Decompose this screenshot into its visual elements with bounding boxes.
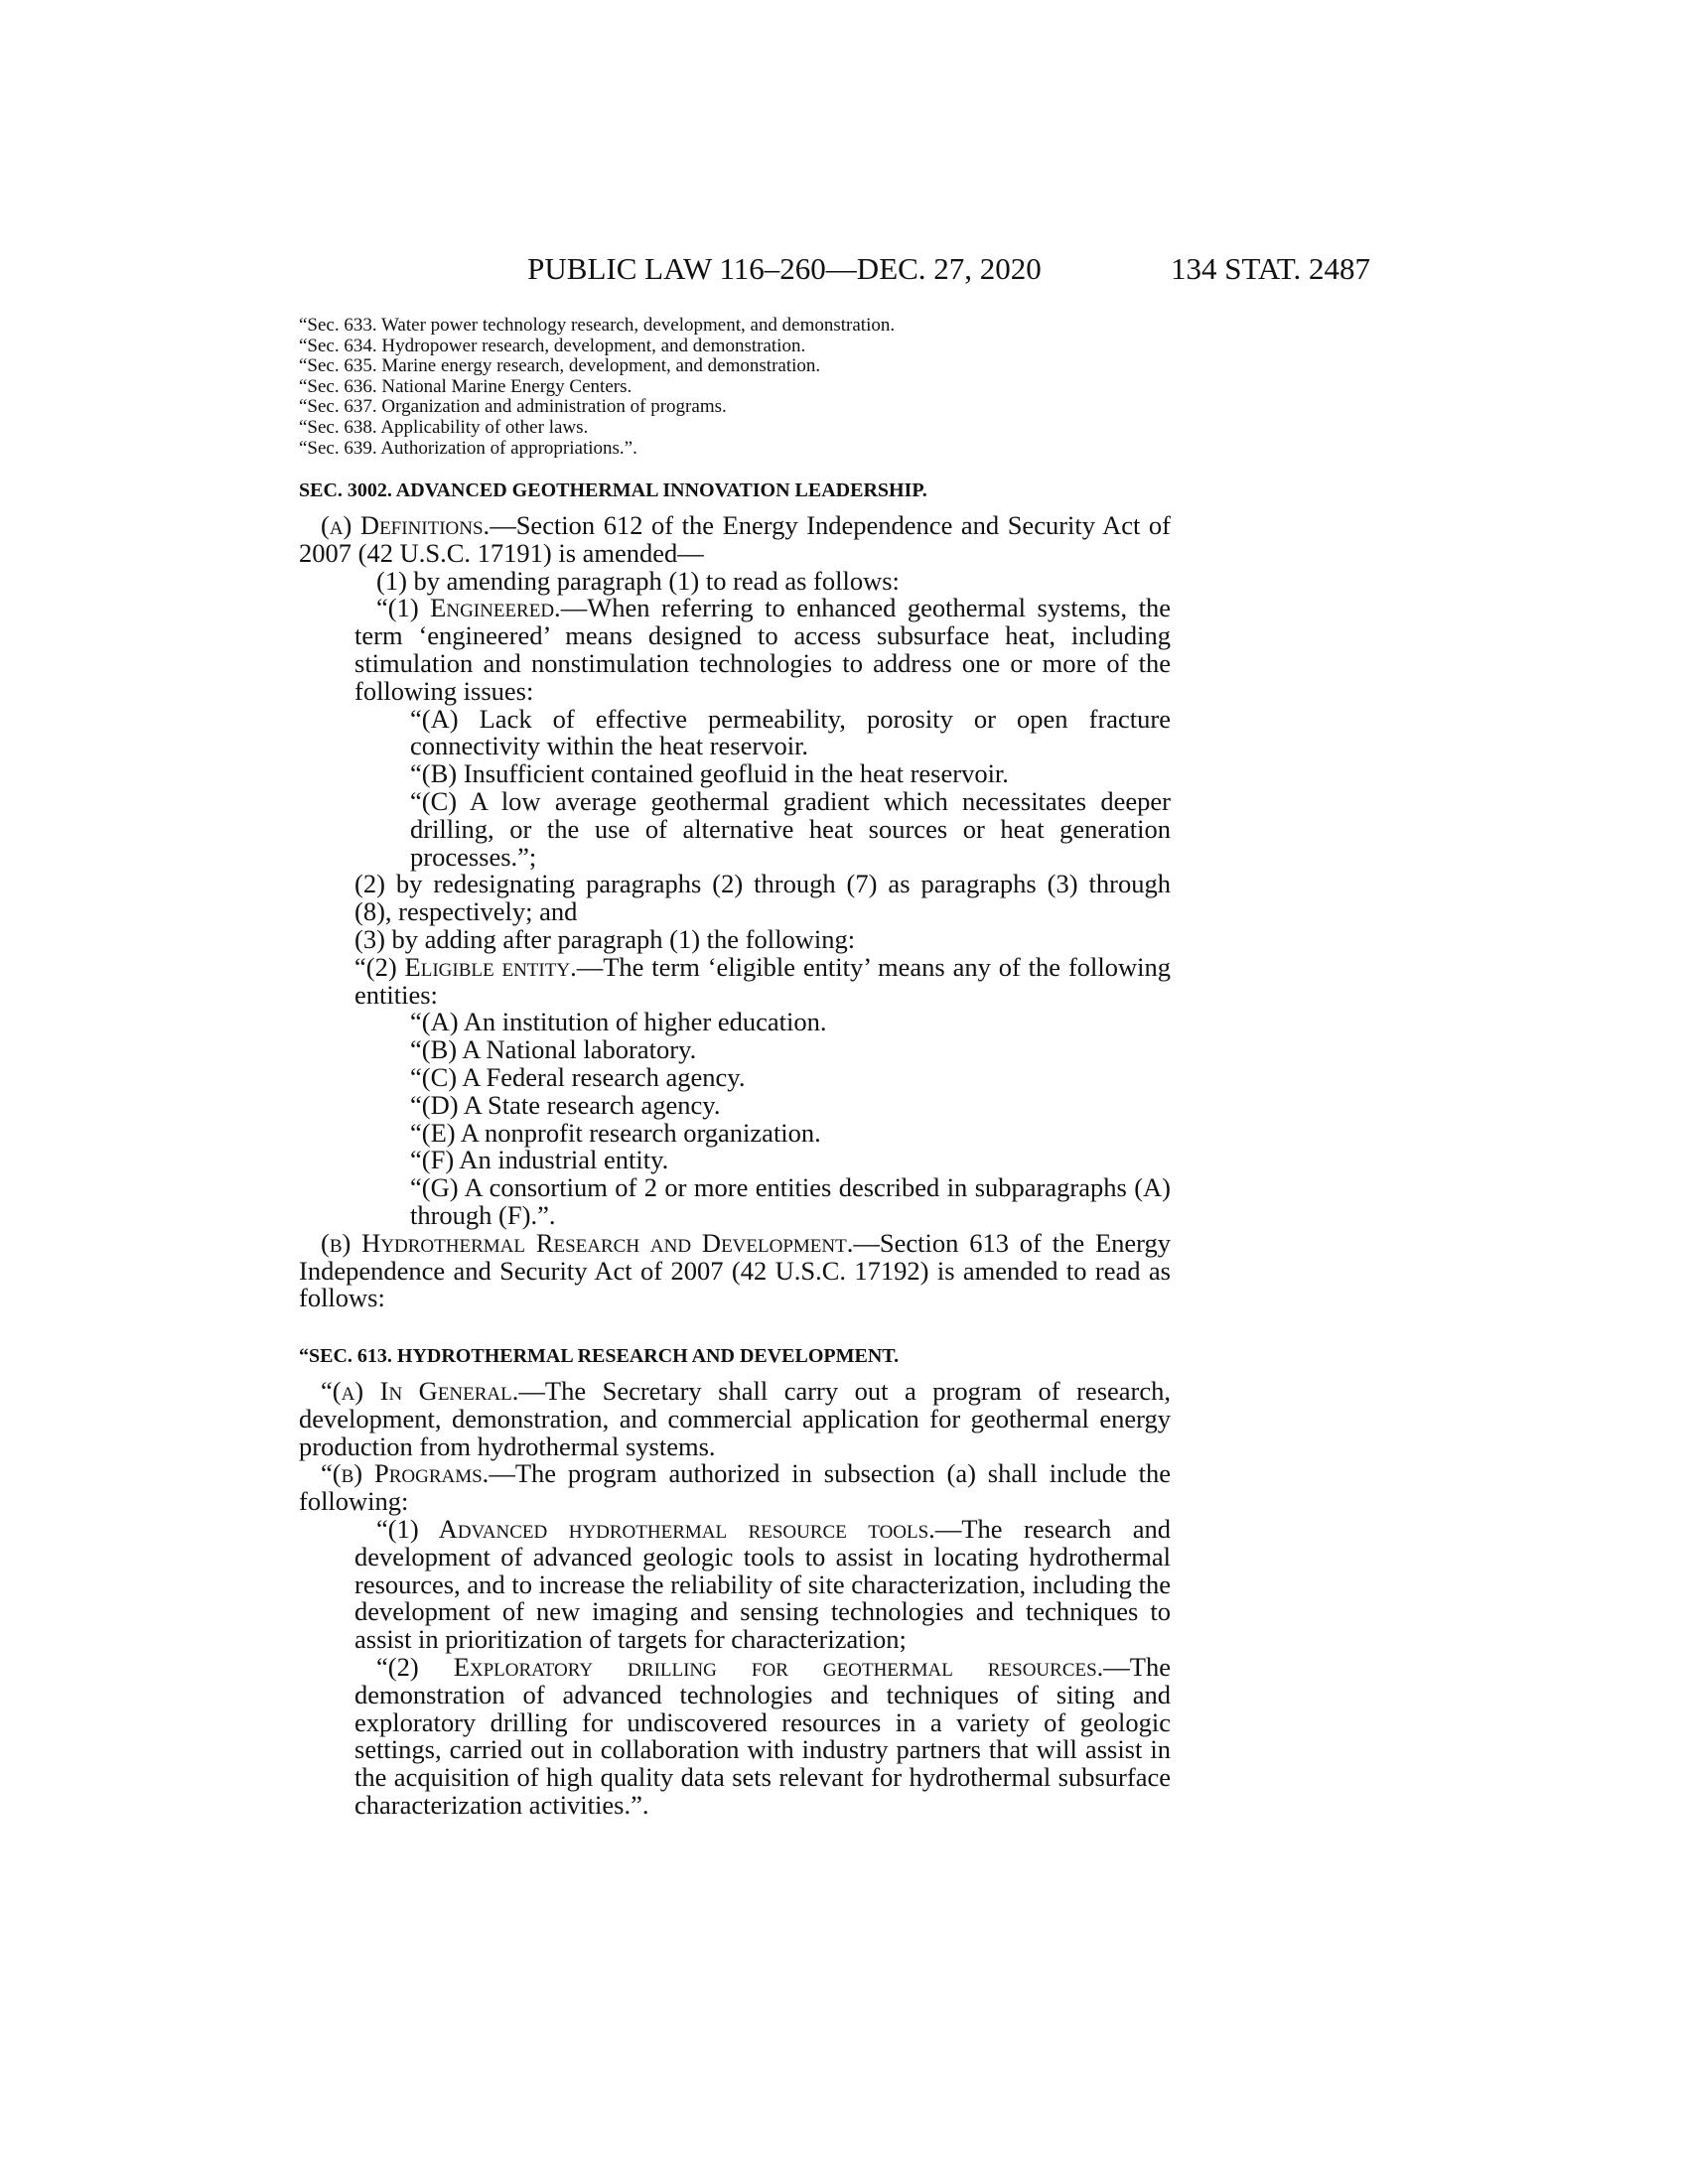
- section-list-item: “Sec. 633. Water power technology research, development, and demonstration.: [299, 315, 896, 336]
- subsection-a: [299, 512, 1171, 568]
- section-613-b1-label: “(1) Advanced hydrothermal resource tools.: [376, 1513, 935, 1544]
- section-list-item: “Sec. 635. Marine energy research, development, and demonstration.: [299, 355, 821, 377]
- subsection-b: [299, 1227, 1171, 1313]
- paragraph-a2: (2) by redesignating paragraphs (2) through (7) as paragraphs (3) through (8), respectively; and: [354, 869, 1171, 927]
- eligible-entity-definition: [299, 951, 1171, 1010]
- subsection-b-label: (b) Hydrothermal Research and Development.: [321, 1227, 854, 1258]
- eligible-entity-item: “(D) A State research agency.: [410, 1089, 721, 1120]
- section-613-body: [299, 1378, 1171, 1820]
- section-613-b-label: “(b) Programs.: [321, 1458, 490, 1489]
- section-list: [299, 316, 1341, 459]
- section-list-item: “Sec. 636. National Marine Energy Centers.: [299, 375, 633, 397]
- section-613-a: [299, 1378, 1171, 1460]
- section-613-b: [299, 1460, 1171, 1516]
- running-header: [298, 244, 1370, 294]
- eligible-entity-text: —The term ‘eligible entity’ means any of the following entities:: [354, 951, 1171, 1010]
- eligible-entity-item: “(G) A consortium of 2 or more entities described in subparagraphs (A) through (F).”.: [410, 1172, 1171, 1230]
- engineered-item-a: “(A) Lack of effective permeability, porosity or open fracture connectivity within the heat reservoir.: [410, 703, 1171, 761]
- section-list-item: “Sec. 639. Authorization of appropriations.”.: [299, 437, 637, 459]
- section-list-item: “Sec. 638. Applicability of other laws.: [299, 416, 589, 438]
- section-613-b-text: —The program authorized in subsection (a) shall include the following:: [299, 1458, 1171, 1517]
- eligible-entity-item: “(E) A nonprofit research organization.: [410, 1117, 821, 1148]
- section-613-b2-label: “(2) Exploratory drilling for geothermal resources.: [376, 1651, 1104, 1682]
- section-613-a-label: “(a) In General.: [321, 1376, 519, 1406]
- section-list-item: “Sec. 634. Hydropower research, development, and demonstration.: [299, 335, 806, 356]
- section-613-b2-text: —The demonstration of advanced technologies and techniques of siting and exploratory drilling for undiscovered resources in a variety of geologic settings, carried out in collaboration with industry partners that will assist in the acquisition of high quality data sets relevant for hydrothermal subsurface characterization activities.”.: [354, 1651, 1171, 1820]
- eligible-entity-item: “(C) A Federal research agency.: [410, 1061, 746, 1092]
- subsection-a-label: (a) Definitions.: [321, 510, 491, 540]
- section-3002-body: [299, 512, 1171, 1312]
- subsection-b-text: —Section 613 of the Energy Independence and Security Act of 2007 (42 U.S.C. 17192) is amended to read as follows:: [299, 1227, 1171, 1313]
- section-613-b1-text: —The research and development of advanced geologic tools to assist in locating hydrothermal resources, and to increase the reliability of site characterization, including the development of new imaging and sensing technologies and techniques to assist in prioritization of targets for characterization;: [354, 1513, 1171, 1655]
- paragraph-a1: (1) by amending paragraph (1) to read as follows:: [376, 565, 900, 596]
- section-613-b1: [299, 1513, 1171, 1655]
- section-list-item: “Sec. 637. Organization and administration of programs.: [299, 396, 727, 418]
- section-heading-613: “SEC. 613. HYDROTHERMAL RESEARCH AND DEVELOPMENT.: [299, 1345, 900, 1367]
- eligible-entity-label: “(2) Eligible entity.: [354, 951, 577, 982]
- engineered-text: —When referring to enhanced geothermal systems, the term ‘engineered’ means designed to access subsurface heat, including stimulation and nonstimulation technologies to address one or more of the following issues:: [354, 593, 1171, 706]
- eligible-entity-item: “(F) An industrial entity.: [410, 1145, 669, 1175]
- eligible-entity-item: “(A) An institution of higher education.: [410, 1007, 827, 1037]
- paragraph-a3: (3) by adding after paragraph (1) the following:: [354, 923, 856, 954]
- eligible-entity-item: “(B) A National laboratory.: [410, 1034, 697, 1065]
- header-title: PUBLIC LAW 116–260—DEC. 27, 2020: [527, 251, 1042, 286]
- header-stat-page: 134 STAT. 2487: [1170, 251, 1370, 286]
- engineered-item-c: “(C) A low average geothermal gradient which necessitates deeper drilling, or the use of alternative heat sources or heat generation processes.”;: [410, 785, 1171, 872]
- subsection-a-text: —Section 612 of the Energy Independence and Security Act of 2007 (42 U.S.C. 17191) is amended—: [299, 510, 1171, 568]
- section-613-a-text: —The Secretary shall carry out a program of research, development, demonstration, and commercial application for geothermal energy production from hydrothermal systems.: [299, 1376, 1171, 1461]
- section-613-b2: [299, 1651, 1171, 1820]
- engineered-definition: [299, 595, 1171, 705]
- engineered-item-b: “(B) Insufficient contained geofluid in the heat reservoir.: [410, 758, 1009, 789]
- section-heading-3002: SEC. 3002. ADVANCED GEOTHERMAL INNOVATION LEADERSHIP.: [299, 479, 927, 501]
- engineered-label: “(1) Engineered.: [376, 593, 561, 623]
